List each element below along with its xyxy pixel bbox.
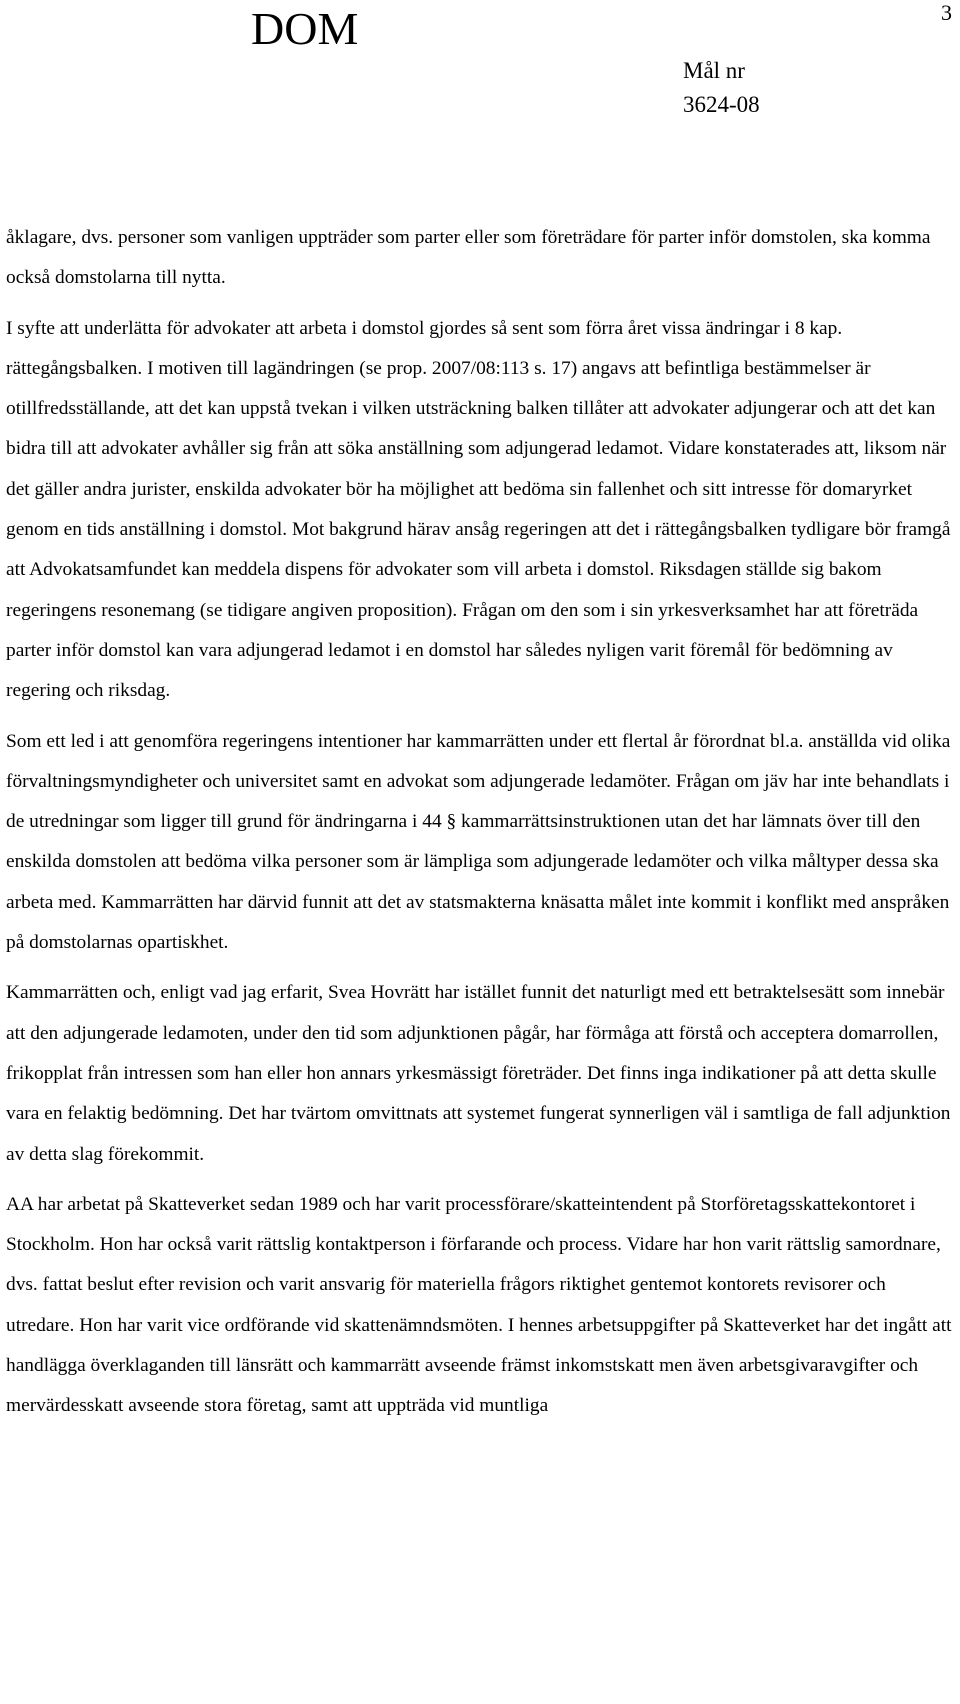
document-title: DOM — [251, 3, 359, 54]
paragraph-5: AA har arbetat på Skatteverket sedan 1989 och har varit processförare/skatteintendent på Storföretagsskattekontoret i Stockholm. Hon har också varit rättslig kontaktperson i förfarande och process. Vidare har hon varit rättslig samordnare, dvs. fattat beslut efter revision och varit ansvarig för materiella frågors riktighet gentemot kontorets revisorer och utredare. Hon har varit vice ordförande vid skattenämndsmöten. I hennes arbetsuppgifter på Skatteverket har det ingått att handlägga överklaganden till länsrätt och kammarrätt avseende främst inkomstskatt men även arbetsgivaravgifter och mervärdesskatt avseende stora företag, samt att uppträda vid muntliga — [6, 1193, 952, 1417]
paragraph-4: Kammarrätten och, enligt vad jag erfarit, Svea Hovrätt har istället funnit det naturligt med ett betraktelsesätt som innebär att den adjungerade ledamoten, under den tid som adjunktionen pågår, har förmåga att förstå och acceptera domarrollen, frikopplat från intressen som han eller hon annars yrkesmässigt företräder. Det finns inga indikationer på att detta skulle vara en felaktig bedömning. Det har tvärtom omvittnats att systemet fungerat synnerligen väl i samtliga de fall adjunktion av detta slag förekommit. — [6, 982, 951, 1165]
paragraph-1: åklagare, dvs. personer som vanligen uppträder som parter eller som företrädare för parter inför domstolen, ska komma också domstolarna till nytta. — [6, 227, 931, 289]
paragraph-2: I syfte att underlätta för advokater att arbeta i domstol gjordes så sent som förra året vissa ändringar i 8 kap. rättegångsbalken. I motiven till lagändringen (se prop. 2007/08:113 s. 17) angavs att befintliga bestämmelser är otillfredsställande, att det kan uppstå tvekan i vilken utsträckning balken tillåter att advokater adjungerar och att det kan bidra till att advokater avhåller sig från att söka anställning som adjungerad ledamot. Vidare konstaterades att, liksom när det gäller andra jurister, enskilda advokater bör ha möjlighet att bedöma sin fallenhet och sitt intresse för domaryrket genom en tids anställning i domstol. Mot bakgrund härav ansåg regeringen att det i rättegångsbalken tydligare bör framgå att Advokatsamfundet kan meddela dispens för advokater som vill arbeta i domstol. Riksdagen ställde sig bakom regeringens resonemang (se tidigare angiven proposition). Frågan om den som i sin yrkesverksamhet har att företräda parter inför domstol kan vara adjungerad ledamot i en domstol har således nyligen varit föremål för bedömning av regering och riksdag. — [6, 317, 951, 702]
page-number: 3 — [941, 0, 952, 25]
body-text — [6, 218, 954, 1427]
case-number: 3624-08 — [683, 92, 760, 117]
paragraph-3: Som ett led i att genomföra regeringens intentioner har kammarrätten under ett flertal år förordnat bl.a. anställda vid olika förvaltningsmyndigheter och universitet samt en advokat som adjungerade ledamöter. Frågan om jäv har inte behandlats i de utredningar som ligger till grund för ändringarna i 44 § kammarrättsinstruktionen utan det har lämnats över till den enskilda domstolen att bedöma vilka personer som är lämpliga som adjungerade ledamöter och vilka måltyper dessa ska arbeta med. Kammarrätten har därvid funnit att det av statsmakterna knäsatta målet inte kommit i konflikt med anspråken på domstolarnas opartiskhet. — [6, 730, 951, 954]
case-number-label: Mål nr — [683, 58, 745, 83]
